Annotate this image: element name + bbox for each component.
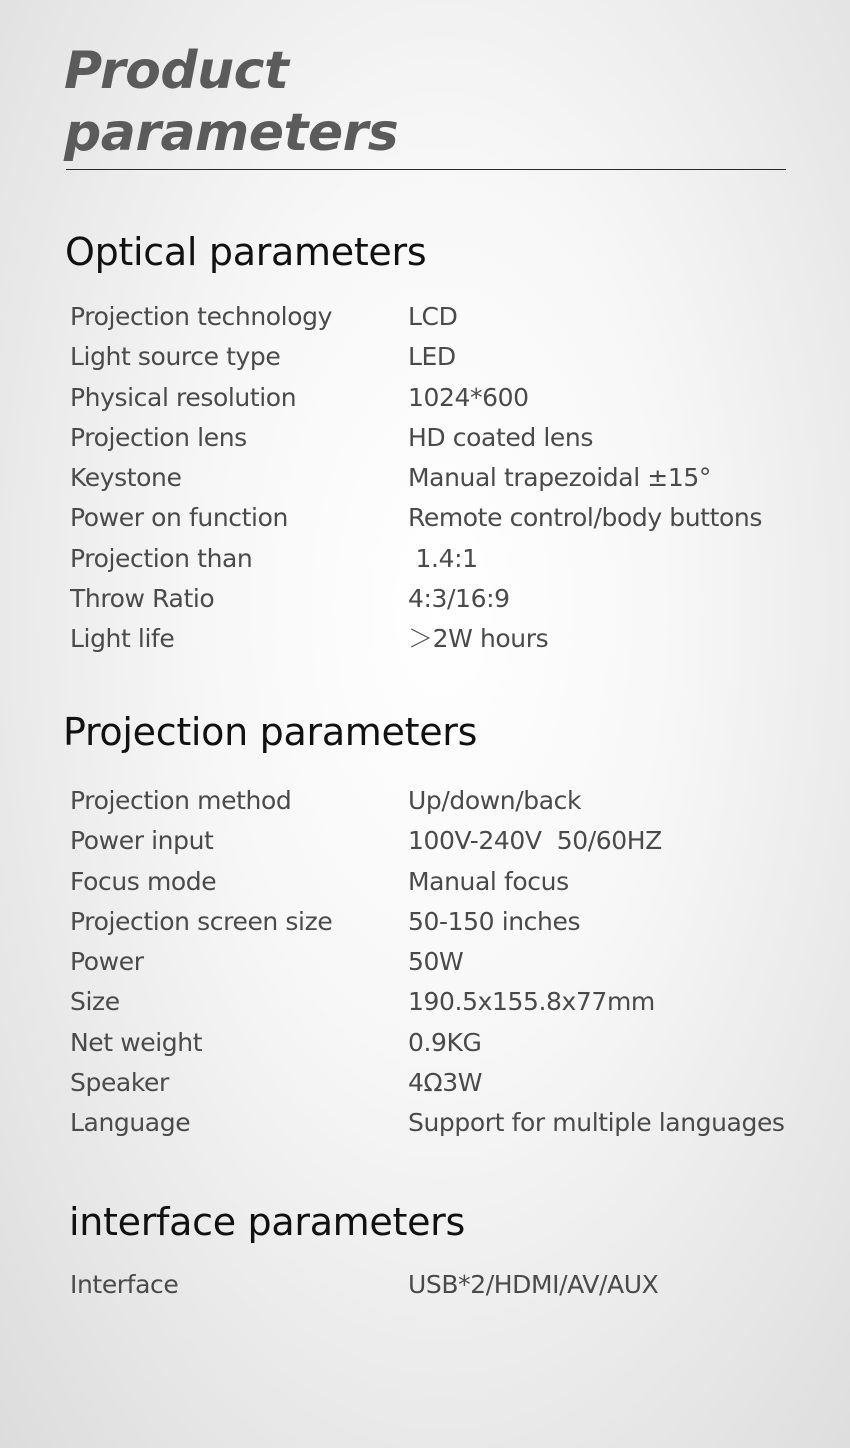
param-name: Projection than xyxy=(70,543,253,573)
param-name: Light life xyxy=(70,624,175,654)
param-value: Up/down/back xyxy=(408,786,582,815)
param-name: Size xyxy=(70,987,120,1017)
param-value: LCD xyxy=(408,302,458,331)
page-title-line-1: Product xyxy=(64,41,289,101)
title-divider xyxy=(66,169,786,170)
section-heading-interface: interface parameters xyxy=(69,1200,465,1244)
param-name: Projection screen size xyxy=(70,906,333,936)
param-value: 1024*600 xyxy=(408,382,529,412)
param-value: ＞2W hours xyxy=(408,624,549,654)
param-value: 100V-240V 50/60HZ xyxy=(408,826,662,856)
param-value: Manual trapezoidal ±15° xyxy=(408,463,711,493)
param-value: 1.4:1 xyxy=(408,543,478,573)
param-value: Support for multiple languages xyxy=(408,1108,785,1138)
param-name: Projection method xyxy=(70,786,292,815)
param-value: LED xyxy=(408,342,456,372)
param-name: Light source type xyxy=(70,342,281,372)
param-name: Projection lens xyxy=(70,422,247,452)
param-value: Remote control/body buttons xyxy=(408,503,762,533)
param-name: Keystone xyxy=(70,463,182,493)
param-name: Interface xyxy=(70,1270,179,1299)
param-value: 0.9KG xyxy=(408,1027,482,1057)
param-name: Speaker xyxy=(70,1068,169,1098)
page-title-line-2: parameters xyxy=(64,103,399,163)
param-name: Net weight xyxy=(70,1027,203,1057)
param-value: 4Ω3W xyxy=(408,1068,483,1098)
page-title xyxy=(64,40,398,164)
section-heading-optical: Optical parameters xyxy=(65,230,427,274)
param-value: 50W xyxy=(408,947,464,977)
param-value: 4:3/16:9 xyxy=(408,584,510,614)
param-name: Power input xyxy=(70,826,214,856)
param-value: USB*2/HDMI/AV/AUX xyxy=(408,1270,659,1299)
param-name: Power on function xyxy=(70,503,288,533)
param-name: Physical resolution xyxy=(70,382,297,412)
param-name: Language xyxy=(70,1108,191,1138)
param-value: 190.5x155.8x77mm xyxy=(408,987,655,1017)
param-name: Projection technology xyxy=(70,302,332,331)
param-name: Focus mode xyxy=(70,866,217,896)
param-value: HD coated lens xyxy=(408,422,593,452)
param-name: Power xyxy=(70,947,144,977)
param-value: Manual focus xyxy=(408,866,569,896)
param-value: 50-150 inches xyxy=(408,906,581,936)
param-name: Throw Ratio xyxy=(70,584,215,614)
section-heading-projection: Projection parameters xyxy=(63,710,478,754)
